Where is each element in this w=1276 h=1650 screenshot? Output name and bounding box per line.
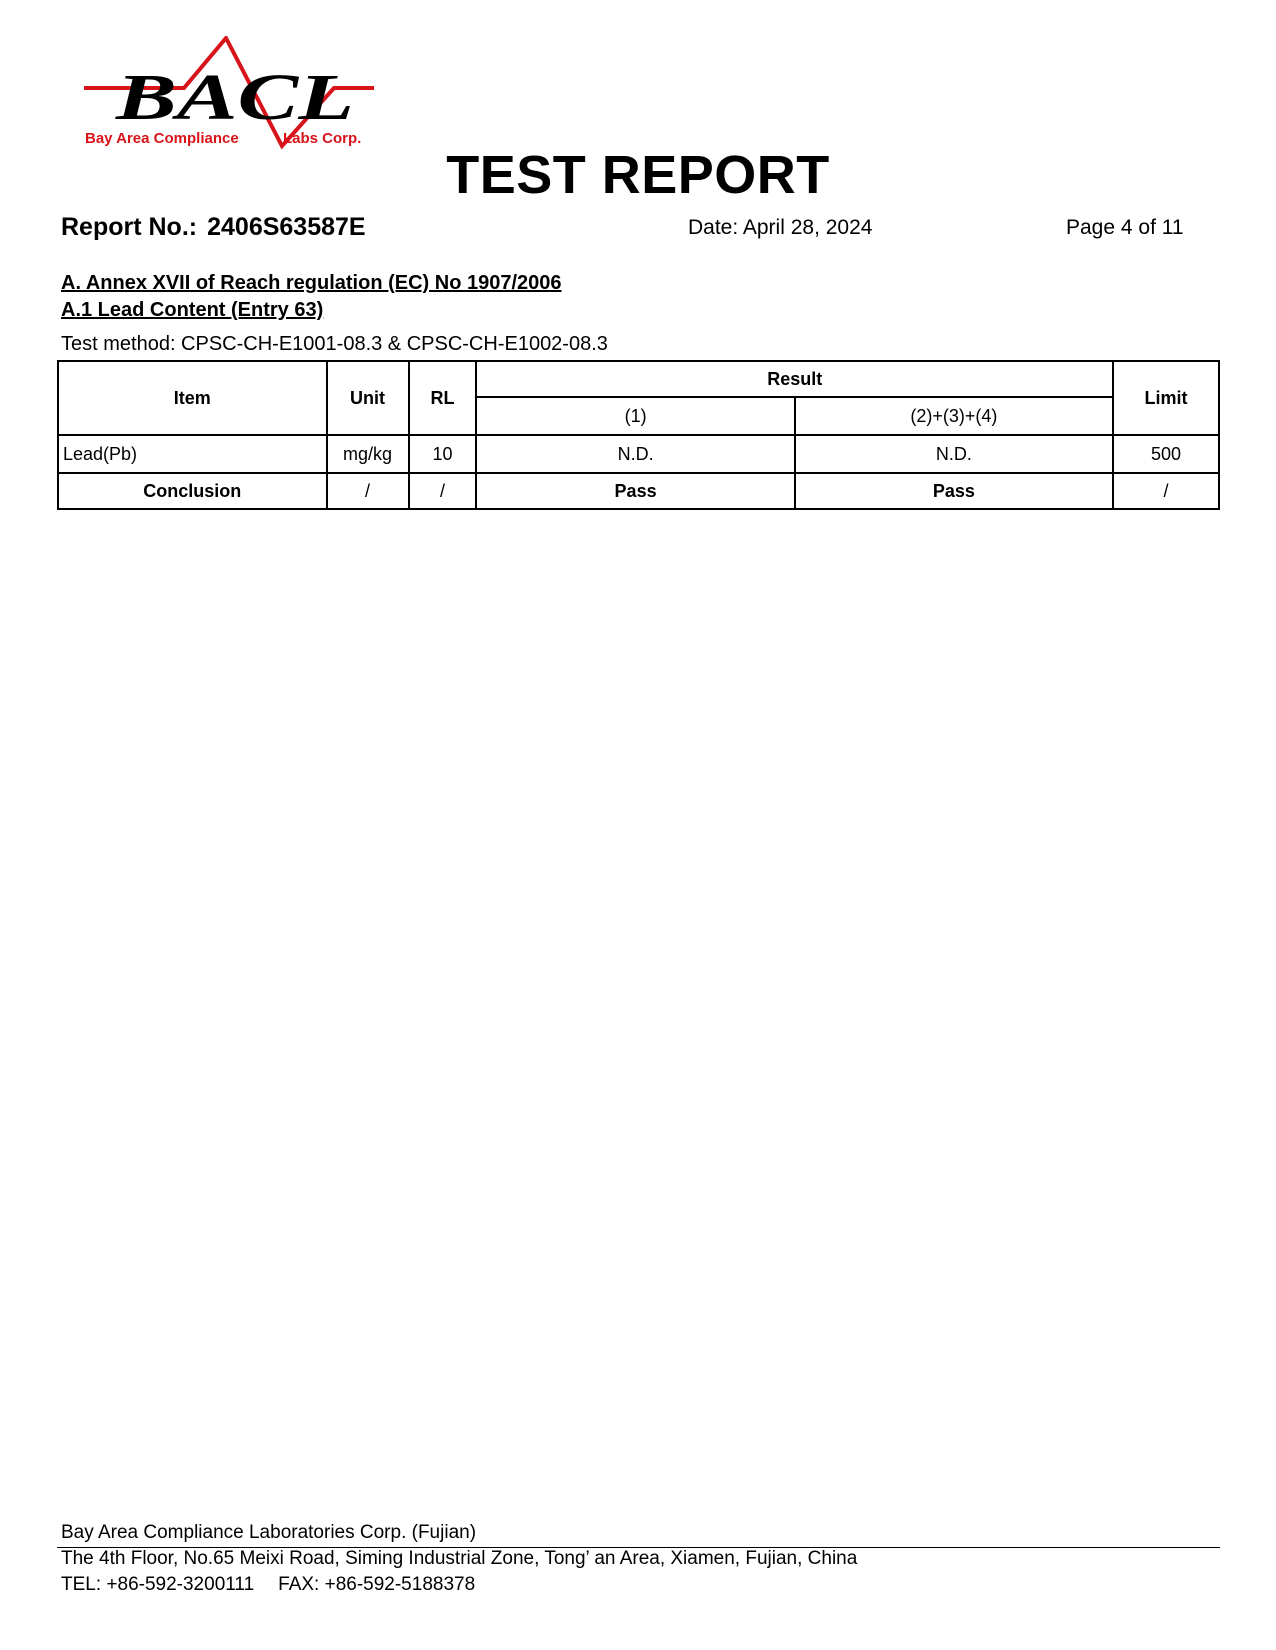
header-limit: Limit bbox=[1113, 361, 1219, 435]
header-unit: Unit bbox=[327, 361, 409, 435]
header-result-2: (2)+(3)+(4) bbox=[795, 397, 1113, 435]
conclusion-rl: / bbox=[409, 473, 477, 509]
header-result-1: (1) bbox=[476, 397, 794, 435]
logo-wordmark: BACL bbox=[114, 61, 354, 134]
conclusion-result-2: Pass bbox=[795, 473, 1113, 509]
section-subheading: A.1 Lead Content (Entry 63) bbox=[61, 299, 324, 321]
report-number bbox=[61, 213, 366, 242]
conclusion-row bbox=[58, 473, 1219, 509]
report-date: Date: April 28, 2024 bbox=[688, 216, 873, 239]
footer-contact bbox=[61, 1574, 475, 1596]
cell-item: Lead(Pb) bbox=[58, 435, 327, 473]
report-number-label: Report No.: bbox=[61, 213, 198, 241]
cell-result-1: N.D. bbox=[476, 435, 794, 473]
table-row bbox=[58, 435, 1219, 473]
conclusion-unit: / bbox=[327, 473, 409, 509]
cell-unit: mg/kg bbox=[327, 435, 409, 473]
report-number-value: 2406S63587E bbox=[207, 213, 366, 241]
header-result: Result bbox=[476, 361, 1113, 397]
page-number: Page 4 of 11 bbox=[1066, 216, 1184, 239]
conclusion-limit: / bbox=[1113, 473, 1219, 509]
footer-company: Bay Area Compliance Laboratories Corp. (Fujian) bbox=[61, 1522, 477, 1543]
conclusion-result-1: Pass bbox=[476, 473, 794, 509]
logo-tagline-left: Bay Area Compliance bbox=[85, 130, 239, 147]
header-rl: RL bbox=[409, 361, 477, 435]
footer-tel: TEL: +86-592-3200111 bbox=[61, 1574, 255, 1595]
report-title: TEST REPORT bbox=[446, 145, 830, 205]
cell-rl: 10 bbox=[409, 435, 477, 473]
footer-address: The 4th Floor, No.65 Meixi Road, Siming Industrial Zone, Tong’ an Area, Xiamen, Fujian, China bbox=[61, 1548, 858, 1569]
logo-tagline-right: Labs Corp. bbox=[283, 130, 362, 147]
test-method: Test method: CPSC-CH-E1001-08.3 & CPSC-CH-E1002-08.3 bbox=[61, 333, 608, 355]
cell-limit: 500 bbox=[1113, 435, 1219, 473]
header-item: Item bbox=[58, 361, 327, 435]
table-header-row bbox=[58, 361, 1219, 397]
conclusion-label: Conclusion bbox=[58, 473, 327, 509]
section-heading: A. Annex XVII of Reach regulation (EC) No 1907/2006 bbox=[61, 272, 562, 294]
results-table bbox=[57, 360, 1220, 510]
footer-fax: FAX: +86-592-5188378 bbox=[278, 1574, 476, 1595]
cell-result-2: N.D. bbox=[795, 435, 1113, 473]
